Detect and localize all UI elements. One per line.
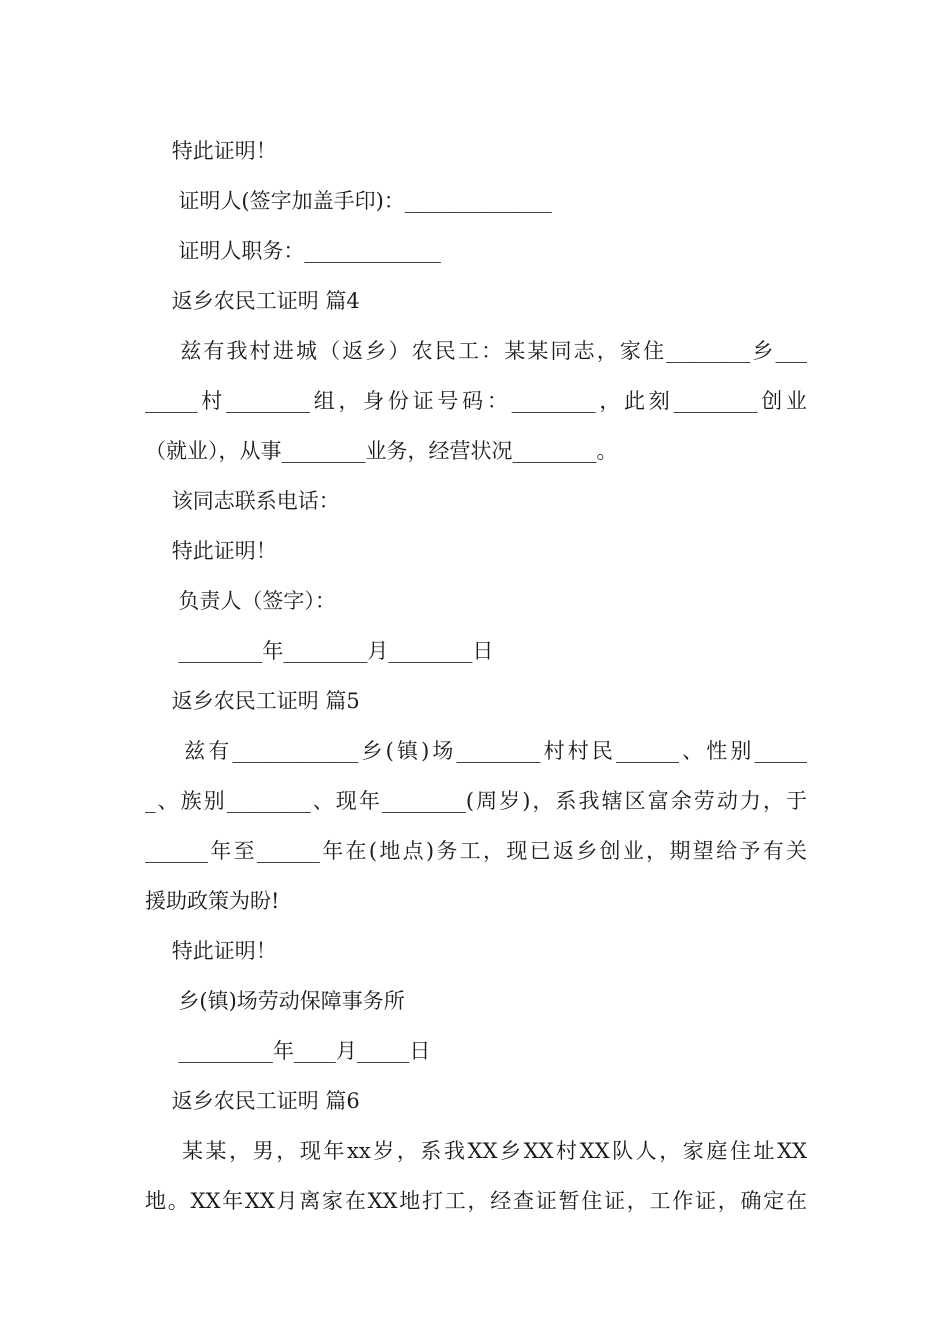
text-line: （就业），从事________业务，经营状况________。 bbox=[145, 439, 618, 463]
text-line: 该同志联系电话： bbox=[145, 489, 340, 513]
section-heading: 返乡农民工证明 篇6 bbox=[145, 1089, 360, 1113]
text-line: ______年至______年在(地点)务工，现已返乡创业，期望给予有关 bbox=[145, 839, 807, 863]
date-line: _________年____月_____日 bbox=[145, 1039, 431, 1063]
text-line: 援助政策为盼! bbox=[145, 889, 280, 913]
text-line: 特此证明！ bbox=[145, 139, 277, 163]
text-line: _____村________组，身份证号码：________，此刻________创业 bbox=[145, 389, 807, 413]
date-line: ________年________月________日 bbox=[145, 639, 494, 663]
text-line: 兹有我村进城（返乡）农民工：某某同志，家住________乡___ bbox=[145, 339, 807, 363]
text-line: _、族别________、现年________(周岁)，系我辖区富余劳动力，于 bbox=[145, 789, 807, 813]
text-line: 地。XX年XX月离家在XX地打工，经查证暂住证，工作证，确定在 bbox=[145, 1189, 807, 1213]
text-line: 证明人职务：_____________ bbox=[145, 239, 441, 263]
text-line: 特此证明！ bbox=[145, 539, 277, 563]
section-heading: 返乡农民工证明 篇4 bbox=[145, 289, 360, 313]
text-line: 特此证明！ bbox=[145, 939, 277, 963]
text-line: 证明人(签字加盖手印)：______________ bbox=[145, 189, 552, 213]
section-heading: 返乡农民工证明 篇5 bbox=[145, 689, 360, 713]
text-line: 兹有____________乡(镇)场________村村民______、性别_____ bbox=[145, 739, 807, 763]
text-line: 乡(镇)场劳动保障事务所 bbox=[145, 989, 405, 1013]
text-line: 某某，男，现年xx岁，系我XX乡XX村XX队人，家庭住址XX bbox=[145, 1139, 807, 1163]
text-line: 负责人（签字）： bbox=[145, 589, 336, 613]
